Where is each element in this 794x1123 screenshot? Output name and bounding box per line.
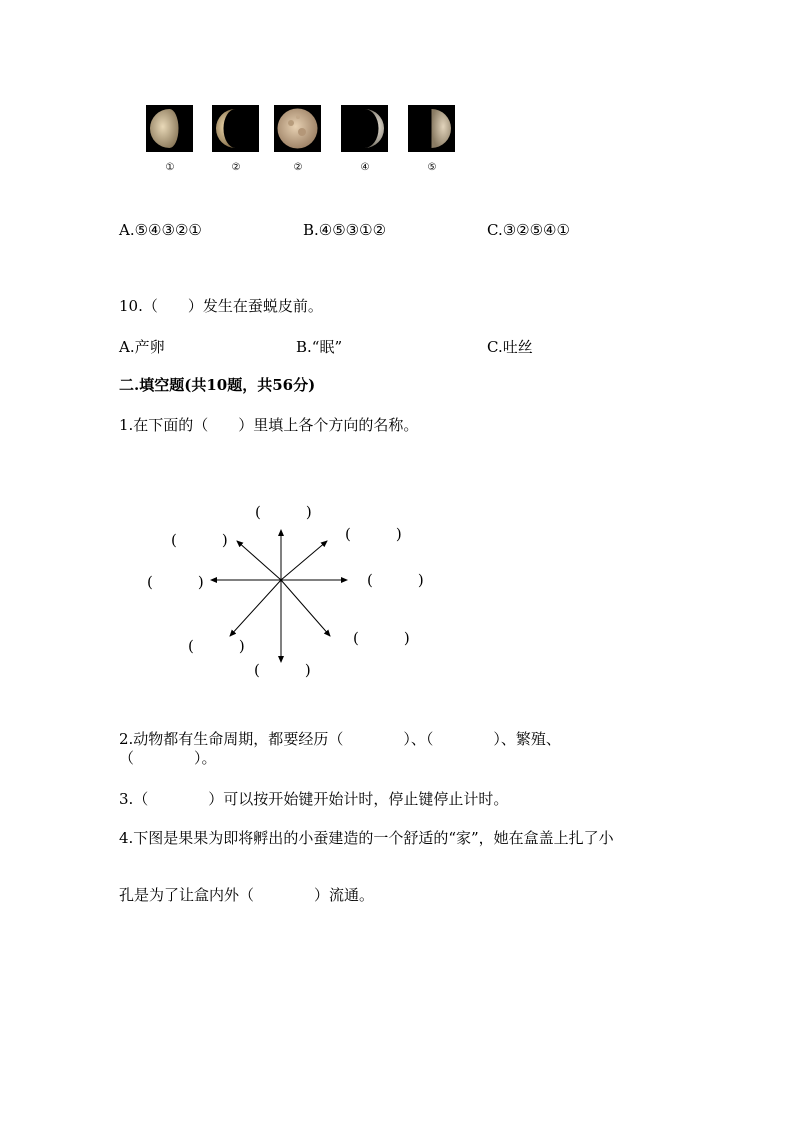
- blank-east[interactable]: ( ): [367, 571, 424, 589]
- moon-label-5: ⑤: [427, 162, 437, 173]
- moon-label-2: ②: [231, 162, 241, 173]
- blank-north[interactable]: ( ): [255, 503, 312, 521]
- fill2-line2: （ ）。: [119, 749, 217, 767]
- blank-south[interactable]: ( ): [254, 661, 311, 679]
- q10-stem: 10.（ ）发生在蚕蜕皮前。: [119, 297, 323, 315]
- moon-phase-image-2: [212, 105, 259, 152]
- blank-northeast[interactable]: ( ): [345, 525, 402, 543]
- section-heading: 二.填空题(共10题，共56分): [119, 376, 316, 394]
- q10-option-c: C.吐丝: [487, 338, 533, 356]
- moon-phase-image-3: [274, 105, 321, 152]
- q9-option-a: A.⑤④③②①: [119, 221, 202, 239]
- q9-option-b: B.④⑤③①②: [303, 221, 387, 239]
- q10-option-a: A.产卵: [119, 338, 165, 356]
- moon-phase-image-5: [408, 105, 455, 152]
- arrow-southeast: [281, 580, 330, 636]
- blank-west[interactable]: ( ): [147, 573, 204, 591]
- fill2-line1: 2.动物都有生命周期，都要经历（ ）、（ ）、繁殖、: [119, 730, 561, 748]
- fill4-line2: 孔是为了让盒内外（ ）流通。: [119, 886, 375, 904]
- fill4-line1: 4.下图是果果为即将孵出的小蚕建造的一个舒适的“家”，她在盒盖上扎了小: [119, 829, 614, 847]
- arrow-northeast: [281, 541, 327, 580]
- moon-label-1: ①: [165, 162, 175, 173]
- moon-label-3: ②: [293, 162, 303, 173]
- moon-phase-image-4: [341, 105, 388, 152]
- q9-option-c: C.③②⑤④①: [487, 221, 570, 239]
- arrow-northwest: [237, 541, 281, 580]
- moon-phase-image-1: [146, 105, 193, 152]
- blank-southwest[interactable]: ( ): [188, 637, 245, 655]
- arrow-southwest: [230, 580, 281, 636]
- blank-northwest[interactable]: ( ): [171, 531, 228, 549]
- fill3-text: 3.（ ）可以按开始键开始计时，停止键停止计时。: [119, 790, 509, 808]
- moon-label-4: ④: [360, 162, 370, 173]
- blank-southeast[interactable]: ( ): [353, 629, 410, 647]
- fill1-stem: 1.在下面的（ ）里填上各个方向的名称。: [119, 416, 419, 434]
- q10-option-b: B.“眠”: [296, 338, 343, 356]
